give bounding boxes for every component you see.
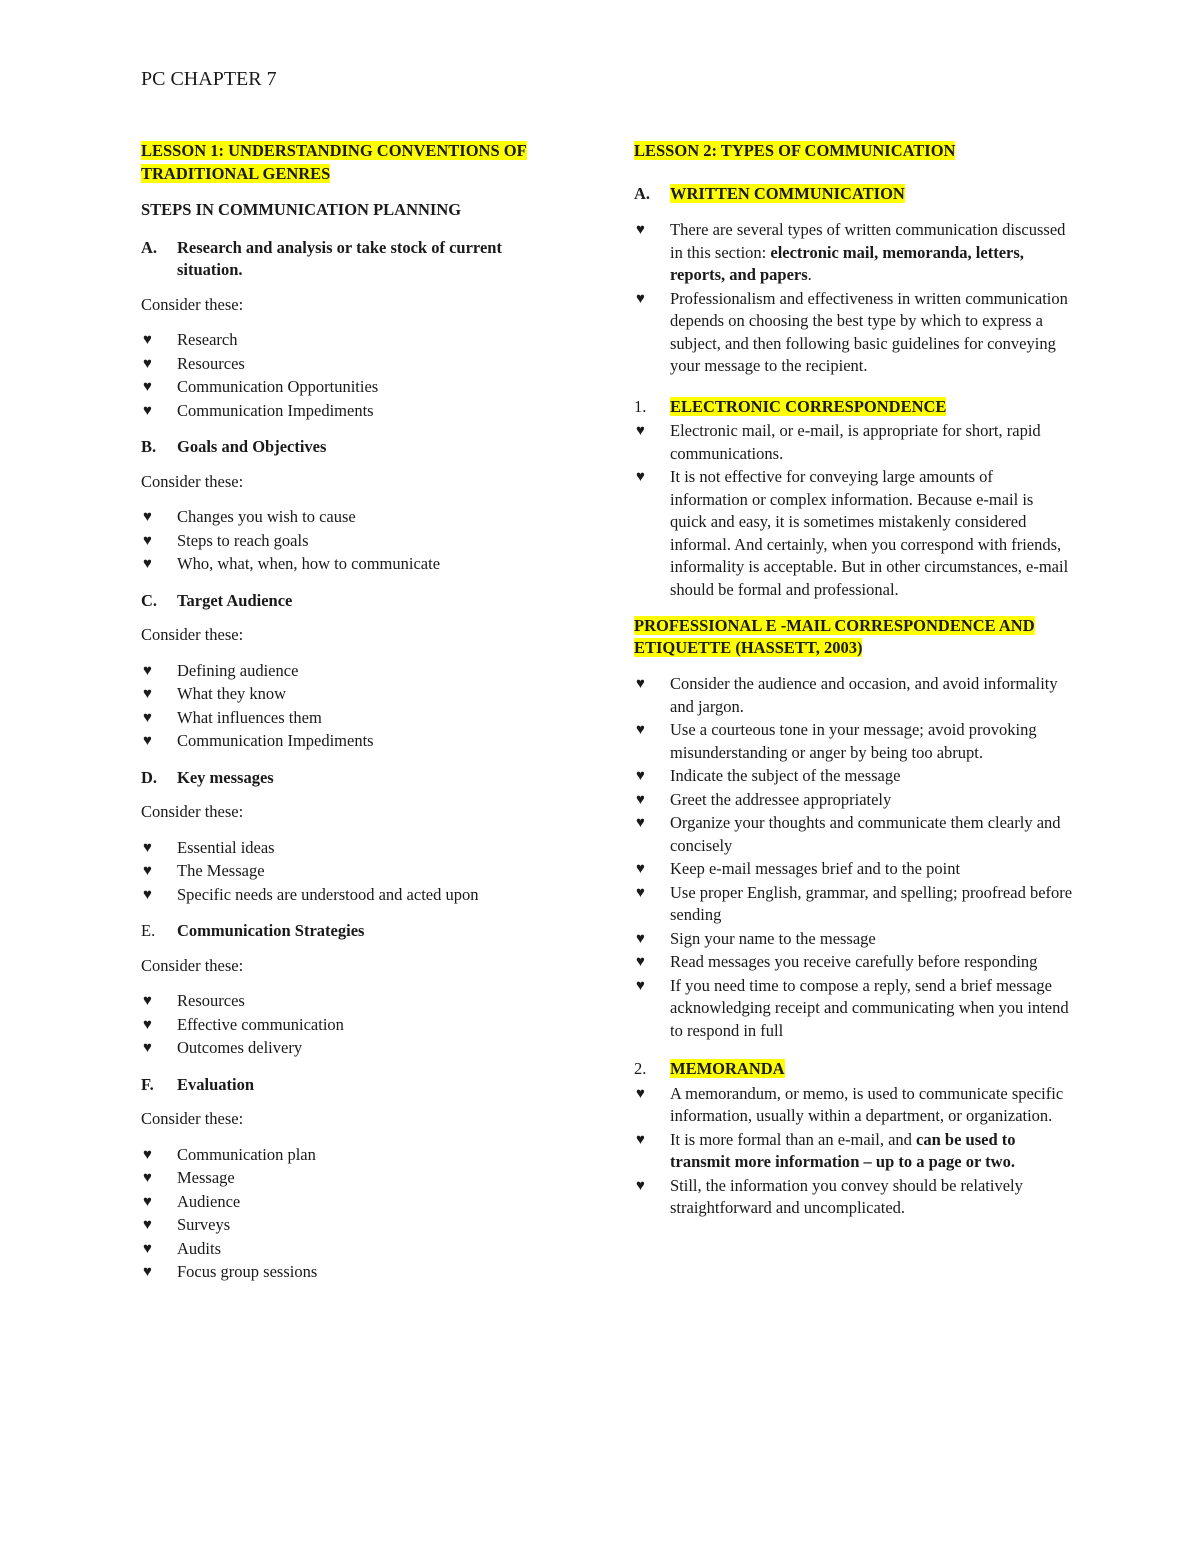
section-title: WRITTEN COMMUNICATION bbox=[670, 183, 905, 203]
step-letter: C. bbox=[141, 590, 158, 610]
written-intro-list bbox=[634, 219, 1074, 378]
consider-label: Consider these: bbox=[141, 294, 244, 314]
list-item: ♥ Resources bbox=[141, 353, 561, 376]
list-item: ♥ Audits bbox=[141, 1238, 561, 1261]
list-item: ♥ There are several types of written communication discussed in this section: electronic mail, memoranda, letters, reports, and papers. bbox=[634, 219, 1074, 287]
consider-label: Consider these: bbox=[141, 1109, 244, 1128]
step-letter: F. bbox=[141, 1074, 154, 1094]
list-item: ♥ Communication Impediments bbox=[141, 730, 561, 753]
list-item: ♥ Indicate the subject of the message bbox=[634, 765, 1074, 788]
list-item: ♥ Changes you wish to cause bbox=[141, 506, 561, 529]
left-column bbox=[141, 140, 561, 1290]
electronic-correspondence-list bbox=[634, 420, 1074, 601]
list-item: ♥ If you need time to compose a reply, send a brief message acknowledging receipt and communicating when you intend to respond in full bbox=[634, 975, 1074, 1043]
step-d-list bbox=[141, 837, 561, 907]
list-item: ♥ Still, the information you convey should be relatively straightforward and uncomplicated. bbox=[634, 1175, 1074, 1220]
list-item: ♥ What influences them bbox=[141, 707, 561, 730]
section-letter: A. bbox=[634, 183, 651, 203]
step-title: Target Audience bbox=[177, 590, 293, 610]
list-item: ♥ Read messages you receive carefully before responding bbox=[634, 951, 1074, 974]
list-item: ♥ Effective communication bbox=[141, 1014, 561, 1037]
step-b-heading bbox=[141, 436, 561, 459]
list-item: ♥ A memorandum, or memo, is used to communicate specific information, usually within a department, or organization. bbox=[634, 1083, 1074, 1128]
list-item: ♥ What they know bbox=[141, 683, 561, 706]
list-item: ♥ Communication Impediments bbox=[141, 400, 561, 423]
list-item: ♥ Greet the addressee appropriately bbox=[634, 789, 1074, 812]
list-item: ♥ Electronic mail, or e-mail, is appropriate for short, rapid communications. bbox=[634, 420, 1074, 465]
subsection-title: ELECTRONIC CORRESPONDENCE bbox=[670, 396, 947, 416]
step-e-list bbox=[141, 990, 561, 1060]
step-f-list bbox=[141, 1144, 561, 1284]
email-etiquette-list bbox=[634, 673, 1074, 1042]
step-a-heading bbox=[141, 237, 561, 282]
list-item: ♥ Organize your thoughts and communicate them clearly and concisely bbox=[634, 812, 1074, 857]
email-etiquette-heading: PROFESSIONAL E -MAIL CORRESPONDENCE AND ETIQUETTE (HASSETT, 2003) bbox=[634, 616, 1035, 657]
step-letter: A. bbox=[141, 237, 158, 257]
consider-label: Consider these: bbox=[141, 955, 244, 975]
page-title: PC CHAPTER 7 bbox=[141, 68, 277, 90]
step-c-list bbox=[141, 660, 561, 753]
list-item: ♥ Outcomes delivery bbox=[141, 1037, 561, 1060]
list-item: ♥ Focus group sessions bbox=[141, 1261, 561, 1284]
memoranda-list bbox=[634, 1083, 1074, 1220]
step-letter: E. bbox=[141, 921, 156, 940]
step-letter: D. bbox=[141, 767, 158, 787]
step-e-heading bbox=[141, 920, 561, 943]
list-item: ♥ Consider the audience and occasion, and avoid informality and jargon. bbox=[634, 673, 1074, 718]
list-item: ♥ Steps to reach goals bbox=[141, 530, 561, 553]
step-title: Communication Strategies bbox=[177, 921, 365, 940]
subsection-number: 1. bbox=[634, 396, 647, 416]
consider-label: Consider these: bbox=[141, 625, 244, 644]
list-item: ♥ Who, what, when, how to communicate bbox=[141, 553, 561, 576]
list-item: ♥ It is not effective for conveying large amounts of information or complex information. Because e-mail is quick and easy, it is sometimes mistakenly considered informal. And certainly, when you correspond with friends, informality is acceptable. But in other circumstances, e-mail should be formal and professional. bbox=[634, 466, 1074, 601]
lesson-2-title: LESSON 2: TYPES OF COMMUNICATION bbox=[634, 141, 956, 160]
list-item: ♥ Surveys bbox=[141, 1214, 561, 1237]
list-item: ♥ Essential ideas bbox=[141, 837, 561, 860]
list-item: ♥ Use a courteous tone in your message; avoid provoking misunderstanding or anger by being too abrupt. bbox=[634, 719, 1074, 764]
step-f-heading bbox=[141, 1074, 561, 1097]
list-item: ♥ Use proper English, grammar, and spelling; proofread before sending bbox=[634, 882, 1074, 927]
step-title: Key messages bbox=[177, 767, 274, 787]
list-item: ♥ Research bbox=[141, 329, 561, 352]
list-item: ♥ The Message bbox=[141, 860, 561, 883]
steps-title: STEPS IN COMMUNICATION PLANNING bbox=[141, 200, 462, 219]
step-title: Goals and Objectives bbox=[177, 437, 327, 456]
right-column bbox=[634, 140, 1074, 1226]
list-item: ♥ Defining audience bbox=[141, 660, 561, 683]
list-item: ♥ Keep e-mail messages brief and to the point bbox=[634, 858, 1074, 881]
consider-label: Consider these: bbox=[141, 802, 244, 821]
step-letter: B. bbox=[141, 437, 157, 456]
consider-label: Consider these: bbox=[141, 471, 244, 491]
list-item: ♥ Professionalism and effectiveness in written communication depends on choosing the best type by which to express a subject, and then following basic guidelines for conveying your message to the recipient. bbox=[634, 288, 1074, 378]
subsection-1-heading bbox=[634, 396, 1074, 419]
step-c-heading bbox=[141, 590, 561, 613]
list-item: ♥ Audience bbox=[141, 1191, 561, 1214]
subsection-title: MEMORANDA bbox=[670, 1059, 785, 1078]
lesson-1-title: LESSON 1: UNDERSTANDING CONVENTIONS OF TRADITIONAL GENRES bbox=[141, 141, 527, 183]
list-item: ♥ Message bbox=[141, 1167, 561, 1190]
section-a-heading bbox=[634, 183, 1074, 206]
step-title: Evaluation bbox=[177, 1074, 255, 1094]
subsection-number: 2. bbox=[634, 1059, 647, 1078]
list-item: ♥ Communication plan bbox=[141, 1144, 561, 1167]
list-item: ♥ Specific needs are understood and acted upon bbox=[141, 884, 561, 907]
subsection-2-heading bbox=[634, 1058, 1074, 1081]
list-item: ♥ Sign your name to the message bbox=[634, 928, 1074, 951]
step-title: Research and analysis or take stock of current situation. bbox=[177, 237, 502, 279]
list-item: ♥ It is more formal than an e-mail, and can be used to transmit more information – up to a page or two. bbox=[634, 1129, 1074, 1174]
list-item: ♥ Resources bbox=[141, 990, 561, 1013]
step-d-heading bbox=[141, 767, 561, 790]
step-b-list bbox=[141, 506, 561, 576]
list-item: ♥ Communication Opportunities bbox=[141, 376, 561, 399]
step-a-list bbox=[141, 329, 561, 422]
